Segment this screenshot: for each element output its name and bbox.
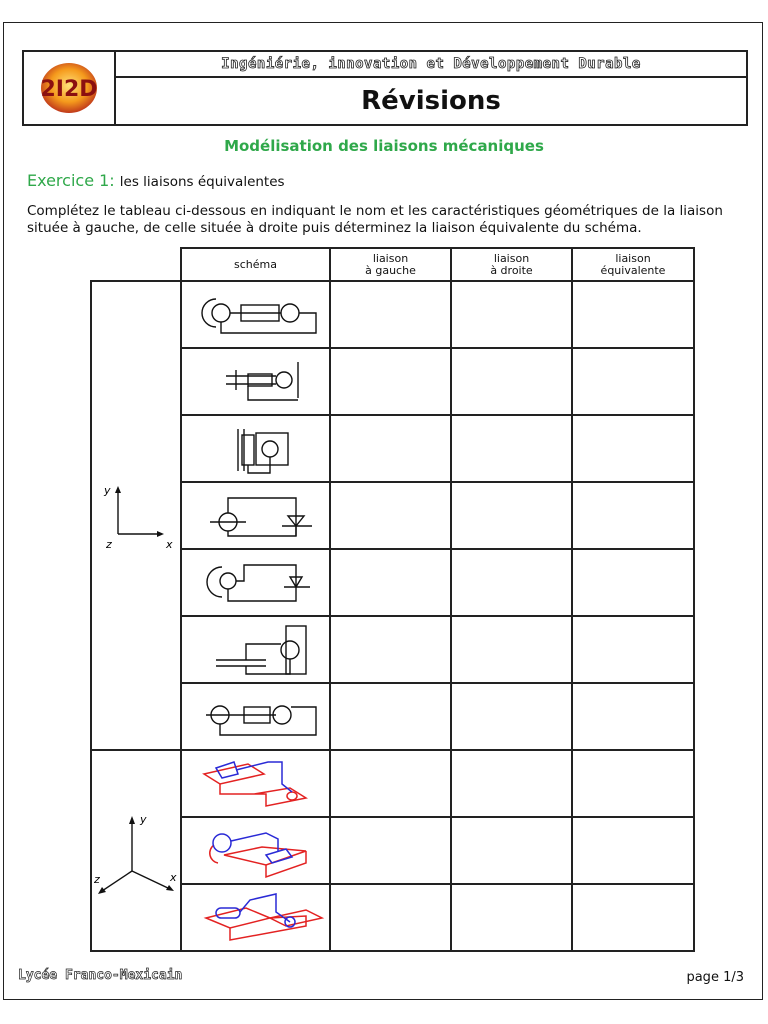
answer-equiv-8[interactable] [572, 750, 694, 817]
header-right: liaison à droite [451, 248, 572, 281]
footer-page-number: page 1/3 [686, 970, 744, 985]
axis-y-label: y [104, 483, 111, 497]
instructions: Complétez le tableau ci-dessous en indiquant le nom et les caractéristiques géométriques de la liaison située à gauche, de celle située à droite puis déterminez la liaison équivalente du schéma. [27, 203, 723, 236]
schema-5 [181, 549, 330, 616]
axes-2d-cell [91, 281, 181, 750]
answer-equiv-1[interactable] [572, 281, 694, 348]
answer-right-4[interactable] [451, 482, 572, 549]
answer-equiv-4[interactable] [572, 482, 694, 549]
answer-left-8[interactable] [330, 750, 451, 817]
subtitle-row [116, 52, 746, 78]
schema-2 [181, 348, 330, 415]
header-box [22, 50, 748, 126]
table-header-row [91, 248, 694, 281]
schema-3 [181, 415, 330, 482]
answer-right-3[interactable] [451, 415, 572, 482]
schema-4 [181, 482, 330, 549]
schema-6 [181, 616, 330, 683]
answer-left-5[interactable] [330, 549, 451, 616]
axis3d-x-label: x [170, 870, 177, 884]
answer-table [90, 247, 695, 952]
answer-left-7[interactable] [330, 683, 451, 750]
answer-right-9[interactable] [451, 817, 572, 884]
answer-equiv-9[interactable] [572, 817, 694, 884]
schema-9 [181, 817, 330, 884]
answer-left-2[interactable] [330, 348, 451, 415]
answer-right-7[interactable] [451, 683, 572, 750]
header-equiv: liaison équivalente [572, 248, 694, 281]
section-title: Modélisation des liaisons mécaniques [224, 137, 544, 155]
header-subtitle: Ingéniérie, innovation et Développement Durable [221, 56, 641, 72]
table-row [91, 884, 694, 951]
logo-2i2d [25, 52, 113, 122]
answer-equiv-3[interactable] [572, 415, 694, 482]
answer-right-2[interactable] [451, 348, 572, 415]
axis3d-z-label: z [94, 872, 100, 886]
table-row [91, 750, 694, 817]
schema-1 [181, 281, 330, 348]
answer-right-8[interactable] [451, 750, 572, 817]
table-row [91, 415, 694, 482]
schema-10 [181, 884, 330, 951]
axis-z-label: z [106, 537, 112, 551]
answer-equiv-7[interactable] [572, 683, 694, 750]
table-row [91, 281, 694, 348]
answer-equiv-2[interactable] [572, 348, 694, 415]
axis3d-y-label: y [140, 812, 147, 826]
header-blank [91, 248, 181, 281]
answer-left-6[interactable] [330, 616, 451, 683]
axes-3d-diagram [92, 791, 180, 911]
table-row [91, 482, 694, 549]
answer-right-5[interactable] [451, 549, 572, 616]
answer-left-9[interactable] [330, 817, 451, 884]
table-row [91, 683, 694, 750]
axis-x-label: x [166, 537, 173, 551]
answer-left-10[interactable] [330, 884, 451, 951]
footer-school: Lycée Franco-Mexicain [18, 968, 183, 983]
answer-left-1[interactable] [330, 281, 451, 348]
answer-right-1[interactable] [451, 281, 572, 348]
logo-text: 2I2D [40, 77, 98, 102]
table-row [91, 348, 694, 415]
answer-equiv-10[interactable] [572, 884, 694, 951]
answer-left-4[interactable] [330, 482, 451, 549]
exercise-heading [27, 171, 285, 190]
header-left: liaison à gauche [330, 248, 451, 281]
answer-right-10[interactable] [451, 884, 572, 951]
table-row [91, 549, 694, 616]
schema-8 [181, 750, 330, 817]
answer-right-6[interactable] [451, 616, 572, 683]
axes-2d-diagram [96, 476, 176, 556]
logo-cell [24, 52, 116, 124]
answer-left-3[interactable] [330, 415, 451, 482]
table-row [91, 817, 694, 884]
header-schema: schéma [181, 248, 330, 281]
schema-7 [181, 683, 330, 750]
exercise-label: Exercice 1: [27, 171, 115, 190]
answer-equiv-5[interactable] [572, 549, 694, 616]
table-row [91, 616, 694, 683]
exercise-topic: les liaisons équivalentes [119, 174, 285, 190]
page-title: Révisions [361, 86, 501, 116]
axes-3d-cell [91, 750, 181, 951]
answer-equiv-6[interactable] [572, 616, 694, 683]
